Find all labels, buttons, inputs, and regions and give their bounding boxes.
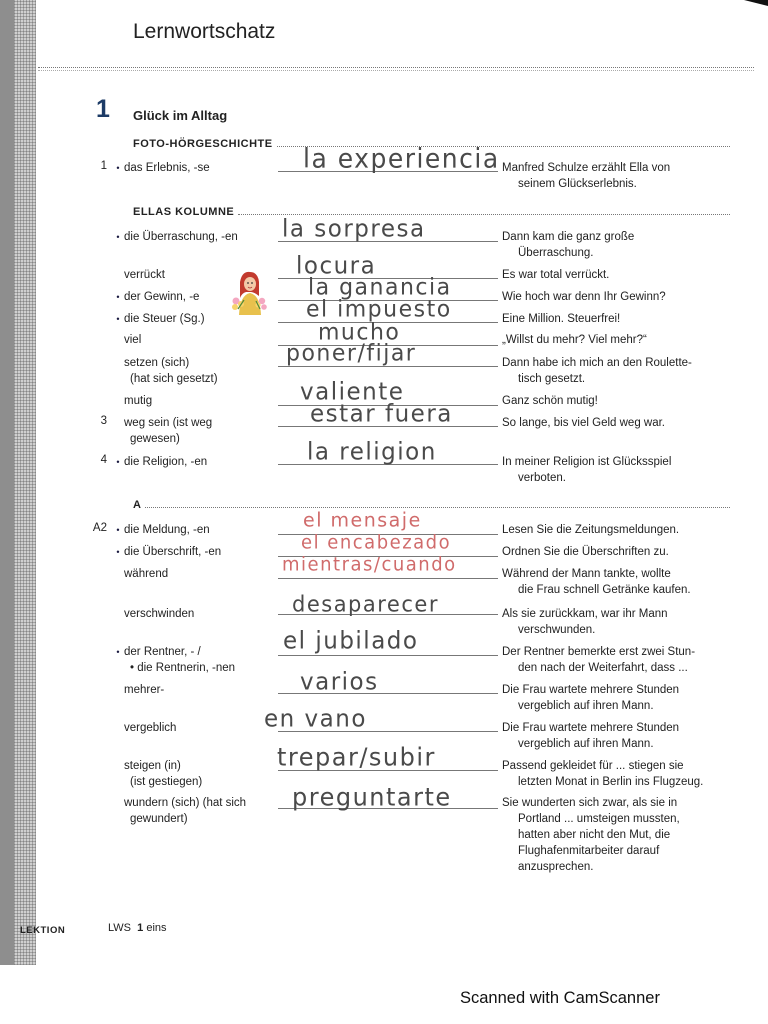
section-ellas-kolumne bbox=[133, 204, 730, 218]
example-line: letzten Monat in Berlin ins Flugzeug. bbox=[518, 776, 704, 788]
example-line: Sie wunderten sich zwar, als sie in bbox=[502, 797, 678, 809]
handwritten-answer: el impuesto bbox=[306, 296, 452, 323]
term-line: das Erlebnis, -se bbox=[124, 162, 210, 174]
gender-bullet-icon: • bbox=[116, 163, 120, 173]
example-line: „Willst du mehr? Viel mehr?“ bbox=[502, 334, 647, 346]
handwritten-answer: locura bbox=[296, 252, 377, 280]
example-line: hatten aber nicht den Mut, die bbox=[518, 829, 671, 841]
german-term bbox=[112, 393, 277, 409]
term-line: die Religion, -en bbox=[124, 456, 208, 468]
lesson-title: Glück im Alltag bbox=[133, 108, 228, 123]
example-line: seinem Glückserlebnis. bbox=[518, 178, 637, 190]
term-line: verschwinden bbox=[124, 608, 195, 620]
example-line: verboten. bbox=[518, 472, 566, 484]
gender-bullet-icon: • bbox=[116, 525, 120, 535]
answer-underline bbox=[278, 578, 498, 579]
example-line: verschwunden. bbox=[518, 624, 596, 636]
term-line: die Steuer (Sg.) bbox=[124, 313, 205, 325]
gender-bullet-icon: • bbox=[116, 314, 120, 324]
book-binding bbox=[14, 0, 36, 965]
term-line: der Rentner, - / bbox=[124, 646, 201, 658]
german-term bbox=[112, 720, 277, 736]
term-line: die Überschrift, -en bbox=[124, 546, 222, 558]
term-line: die Überraschung, -en bbox=[124, 231, 238, 243]
german-term bbox=[112, 311, 277, 327]
example-line: Dann kam die ganz große bbox=[502, 231, 635, 243]
example-line: Passend gekleidet für ... stiegen sie bbox=[502, 760, 684, 772]
example-sentence bbox=[502, 606, 732, 638]
german-term bbox=[112, 758, 277, 790]
german-term bbox=[112, 267, 277, 283]
exercise-number: 3 bbox=[100, 415, 107, 427]
handwritten-answer: la ganancia bbox=[308, 274, 452, 301]
scan-corner bbox=[744, 0, 768, 6]
example-line: vergeblich auf ihren Mann. bbox=[518, 738, 654, 750]
german-term bbox=[112, 522, 277, 538]
example-line: Eine Million. Steuerfrei! bbox=[502, 313, 621, 325]
answer-underline bbox=[278, 655, 498, 656]
section-rule bbox=[145, 507, 730, 508]
example-line: Ordnen Sie die Überschriften zu. bbox=[502, 546, 669, 558]
term-line: mutig bbox=[124, 395, 153, 407]
example-line: Manfred Schulze erzählt Ella von bbox=[502, 162, 671, 174]
term-line: der Gewinn, -e bbox=[124, 291, 200, 303]
handwritten-answer: la religion bbox=[307, 438, 437, 466]
example-line: tisch gesetzt. bbox=[518, 373, 586, 385]
example-sentence bbox=[502, 644, 732, 676]
handwritten-answer: poner/fijar bbox=[286, 340, 417, 367]
exercise-number: 1 bbox=[100, 160, 107, 172]
footer-page-number: 1 bbox=[137, 922, 144, 934]
example-sentence bbox=[502, 289, 732, 305]
example-sentence bbox=[502, 415, 732, 431]
term-line: verrückt bbox=[124, 269, 165, 281]
german-term bbox=[112, 332, 277, 348]
term-line: viel bbox=[124, 334, 142, 346]
german-term bbox=[112, 454, 277, 470]
gender-bullet-icon: • bbox=[116, 647, 120, 657]
example-line: Ganz schön mutig! bbox=[502, 395, 598, 407]
example-sentence bbox=[502, 393, 732, 409]
german-term bbox=[112, 606, 277, 622]
example-sentence bbox=[502, 522, 732, 538]
german-term bbox=[112, 415, 277, 447]
scan-edge bbox=[0, 0, 14, 965]
section-a bbox=[133, 497, 730, 511]
example-line: Überraschung. bbox=[518, 247, 594, 259]
term-line: gewundert) bbox=[130, 813, 188, 825]
section-label: FOTO-HÖRGESCHICHTE bbox=[133, 138, 273, 150]
example-line: Portland ... umsteigen mussten, bbox=[518, 813, 680, 825]
example-line: Die Frau wartete mehrere Stunden bbox=[502, 722, 680, 734]
term-line: mehrer- bbox=[124, 684, 165, 696]
german-term bbox=[112, 289, 277, 305]
term-line: • die Rentnerin, -nen bbox=[130, 662, 236, 674]
handwritten-answer: trepar/subir bbox=[277, 742, 436, 772]
example-line: die Frau schnell Getränke kaufen. bbox=[518, 584, 691, 596]
example-sentence bbox=[502, 758, 732, 790]
example-line: Wie hoch war denn Ihr Gewinn? bbox=[502, 291, 666, 303]
handwritten-answer: preguntarte bbox=[292, 782, 452, 812]
gender-bullet-icon: • bbox=[116, 232, 120, 242]
example-sentence bbox=[502, 566, 732, 598]
term-line: wundern (sich) (hat sich bbox=[124, 797, 247, 809]
example-line: Als sie zurückkam, war ihr Mann bbox=[502, 608, 668, 620]
example-line: Flughafenmitarbeiter darauf bbox=[518, 845, 660, 857]
gender-bullet-icon: • bbox=[116, 292, 120, 302]
handwritten-answer: valiente bbox=[300, 378, 405, 406]
exercise-number: 4 bbox=[100, 454, 107, 466]
handwritten-answer: varios bbox=[300, 668, 379, 696]
german-term bbox=[112, 544, 277, 560]
example-line: Während der Mann tankte, wollte bbox=[502, 568, 671, 580]
term-line: gewesen) bbox=[130, 433, 180, 445]
term-line: steigen (in) bbox=[124, 760, 181, 772]
handwritten-answer: mientras/cuando bbox=[282, 553, 457, 576]
example-sentence bbox=[502, 454, 732, 486]
german-term bbox=[112, 682, 277, 698]
page-title: Lernwortschatz bbox=[133, 20, 276, 43]
german-term bbox=[112, 644, 277, 676]
example-sentence bbox=[502, 544, 732, 560]
handwritten-answer: la sorpresa bbox=[282, 215, 426, 243]
title-divider-secondary bbox=[38, 70, 754, 71]
footer-page-label bbox=[108, 922, 167, 934]
example-line: In meiner Religion ist Glücksspiel bbox=[502, 456, 672, 468]
footer-lektion: LEKTION bbox=[20, 925, 66, 936]
example-sentence bbox=[502, 355, 732, 387]
example-sentence bbox=[502, 311, 732, 327]
example-sentence bbox=[502, 720, 732, 752]
example-line: Lesen Sie die Zeitungsmeldungen. bbox=[502, 524, 680, 536]
handwritten-answer: desaparecer bbox=[292, 591, 439, 617]
footer-lws: LWS bbox=[108, 922, 132, 934]
term-line: weg sein (ist weg bbox=[124, 417, 213, 429]
lesson-number: 1 bbox=[96, 95, 110, 123]
term-line: vergeblich bbox=[124, 722, 177, 734]
german-term bbox=[112, 229, 277, 245]
example-line: Die Frau wartete mehrere Stunden bbox=[502, 684, 680, 696]
handwritten-answer: mucho bbox=[318, 319, 401, 346]
term-line: setzen (sich) bbox=[124, 357, 190, 369]
example-line: Es war total verrückt. bbox=[502, 269, 610, 281]
term-line: die Meldung, -en bbox=[124, 524, 210, 536]
example-sentence bbox=[502, 160, 732, 192]
term-line: (ist gestiegen) bbox=[130, 776, 203, 788]
example-line: So lange, bis viel Geld weg war. bbox=[502, 417, 666, 429]
example-line: vergeblich auf ihren Mann. bbox=[518, 700, 654, 712]
example-line: anzusprechen. bbox=[518, 861, 594, 873]
example-sentence bbox=[502, 682, 732, 714]
term-line: (hat sich gesetzt) bbox=[130, 373, 218, 385]
handwritten-answer: el mensaje bbox=[303, 508, 422, 532]
handwritten-answer: el jubilado bbox=[283, 627, 419, 655]
handwritten-answer: en vano bbox=[264, 705, 367, 733]
german-term bbox=[112, 160, 277, 176]
term-line: während bbox=[124, 568, 169, 580]
section-label: ELLAS KOLUMNE bbox=[133, 206, 235, 218]
german-term bbox=[112, 566, 277, 582]
scanner-watermark: Scanned with CamScanner bbox=[460, 989, 660, 1007]
example-line: den nach der Weiterfahrt, dass ... bbox=[518, 662, 688, 674]
example-line: Dann habe ich mich an den Roulette- bbox=[502, 357, 692, 369]
handwritten-answer: el encabezado bbox=[301, 531, 452, 554]
example-line: Der Rentner bemerkte erst zwei Stun- bbox=[502, 646, 696, 658]
german-term bbox=[112, 795, 277, 827]
example-sentence bbox=[502, 795, 732, 875]
example-sentence bbox=[502, 229, 732, 261]
section-label: A bbox=[133, 499, 142, 511]
german-term bbox=[112, 355, 277, 387]
handwritten-answer: estar fuera bbox=[310, 400, 453, 428]
handwritten-answer: la experiencia bbox=[303, 143, 500, 174]
exercise-number: A2 bbox=[92, 522, 107, 534]
example-sentence bbox=[502, 332, 732, 348]
title-divider bbox=[38, 67, 754, 68]
gender-bullet-icon: • bbox=[116, 457, 120, 467]
gender-bullet-icon: • bbox=[116, 547, 120, 557]
example-sentence bbox=[502, 267, 732, 283]
footer-page-word: eins bbox=[146, 922, 167, 934]
